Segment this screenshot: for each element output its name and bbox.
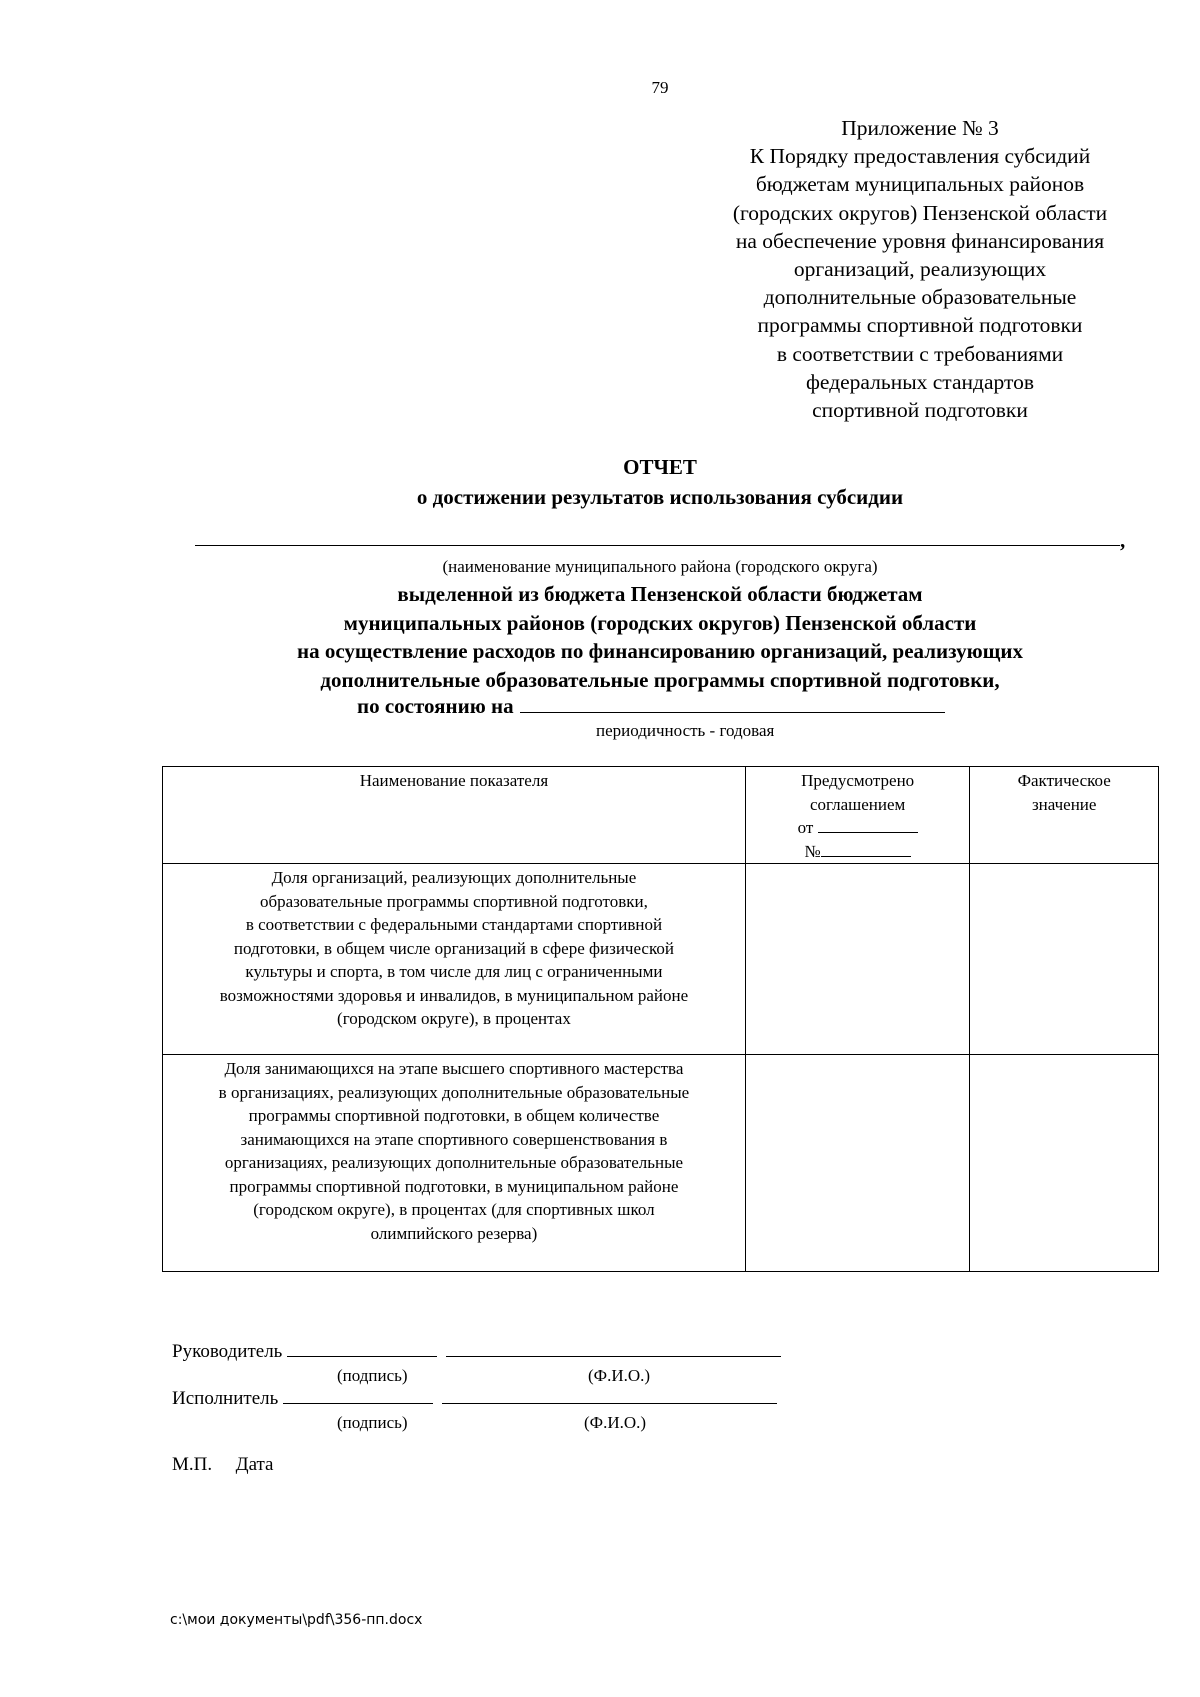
header-actual	[970, 767, 1159, 864]
footer-file-path: c:\мои документы\pdf\356-пп.docx	[170, 1612, 423, 1628]
indicator-line: в организациях, реализующих дополнительные образовательные	[218, 1082, 690, 1102]
executor-signature-blank[interactable]	[283, 1402, 433, 1404]
head-signature-line	[172, 1341, 781, 1363]
executor-signature-caption: (подпись)	[337, 1413, 408, 1432]
head-name-caption: (Ф.И.О.)	[588, 1366, 651, 1385]
stamp-label: М.П.	[172, 1454, 213, 1475]
indicator-line: подготовки, в общем числе организаций в сфере физической	[233, 938, 674, 958]
appendix-line: в соответствии с требованиями	[776, 341, 1064, 366]
head-name-blank[interactable]	[446, 1355, 781, 1357]
subsidy-line: муниципальных районов (городских округов) Пензенской области	[343, 610, 977, 635]
report-title: ОТЧЕТ	[623, 455, 697, 479]
appendix-header	[700, 114, 1140, 424]
page-number: 79	[651, 78, 669, 97]
head-signature-blank[interactable]	[287, 1355, 437, 1357]
header-indicator-label: Наименование показателя	[359, 771, 549, 790]
subsidy-description	[0, 580, 1200, 694]
indicator-line: олимпийского резерва)	[370, 1223, 538, 1243]
indicator-line: организациях, реализующих дополнительные образовательные	[224, 1153, 684, 1172]
district-caption: (наименование муниципального района (городского округа)	[442, 557, 878, 576]
indicator-line: образовательные программы спортивной подготовки,	[259, 891, 648, 911]
district-name-comma: ,	[1120, 528, 1126, 552]
header-actual-line: Фактическое	[1017, 771, 1111, 790]
header-planned-from	[752, 816, 964, 840]
table-header-row	[163, 767, 1159, 864]
planned-value-cell[interactable]	[745, 1055, 970, 1272]
report-subtitle: о достижении результатов использования субсидии	[416, 485, 904, 509]
executor-name-caption: (Ф.И.О.)	[584, 1413, 647, 1432]
header-planned-from-label: от	[797, 818, 814, 837]
appendix-line: федеральных стандартов	[806, 369, 1034, 394]
indicator-line: (городском округе), в процентах	[337, 1009, 571, 1028]
head-signature-caption: (подпись)	[337, 1366, 408, 1385]
report-date-line	[357, 694, 945, 719]
appendix-line: бюджетам муниципальных районов	[755, 172, 1085, 197]
header-planned-no-label: №	[804, 841, 821, 861]
indicator-cell	[163, 864, 746, 1055]
stamp-date-line	[172, 1454, 274, 1476]
appendix-line: (городских округов) Пензенской области	[732, 200, 1108, 225]
indicator-line: возможностями здоровья и инвалидов, в муниципальном районе	[219, 985, 689, 1005]
subsidy-line: на осуществление расходов по финансированию организаций, реализующих	[297, 639, 1023, 663]
executor-name-blank[interactable]	[442, 1402, 777, 1404]
head-label: Руководитель	[172, 1341, 283, 1362]
actual-value-cell[interactable]	[970, 864, 1159, 1055]
indicator-line: Доля занимающихся на этапе высшего спортивного мастерства	[224, 1059, 684, 1078]
indicator-line: Доля организаций, реализующих дополнительные	[271, 868, 637, 887]
header-indicator	[163, 767, 746, 864]
appendix-line: дополнительные образовательные	[763, 285, 1077, 310]
subsidy-line: дополнительные образовательные программы спортивной подготовки,	[320, 667, 1000, 692]
report-date-blank[interactable]	[520, 711, 945, 713]
indicator-line: культуры и спорта, в том числе для лиц с ограниченными	[245, 962, 663, 981]
indicator-line: в соответствии с федеральными стандартами спортивной	[245, 915, 663, 934]
header-actual-line: значение	[1031, 794, 1097, 814]
planned-value-cell[interactable]	[745, 864, 970, 1055]
subsidy-line: выделенной из бюджета Пензенской области бюджетам	[397, 582, 923, 606]
table-row	[163, 1055, 1159, 1272]
header-planned-line: соглашением	[809, 794, 906, 814]
header-planned-no	[752, 840, 964, 864]
executor-signature-line	[172, 1388, 777, 1410]
appendix-line: на обеспечение уровня финансирования	[735, 228, 1105, 253]
appendix-line: программы спортивной подготовки	[757, 313, 1083, 338]
indicator-line: занимающихся на этапе спортивного совершенствования в	[240, 1129, 668, 1149]
date-label: Дата	[235, 1454, 274, 1475]
actual-value-cell[interactable]	[970, 1055, 1159, 1272]
appendix-line: спортивной подготовки	[812, 398, 1028, 423]
header-planned	[745, 767, 970, 864]
appendix-line: Приложение № 3	[841, 116, 999, 140]
agreement-date-blank[interactable]	[818, 831, 918, 833]
report-date-label: по состоянию на	[357, 694, 514, 718]
indicator-line: программы спортивной подготовки, в общем количестве	[248, 1106, 660, 1125]
executor-label: Исполнитель	[172, 1388, 279, 1409]
table-row	[163, 864, 1159, 1055]
appendix-line: организаций, реализующих	[793, 257, 1047, 282]
indicator-line: программы спортивной подготовки, в муниципальном районе	[229, 1176, 679, 1196]
district-name-blank[interactable]	[195, 545, 1120, 546]
agreement-number-blank[interactable]	[821, 855, 911, 857]
periodicity: периодичность - годовая	[596, 721, 775, 740]
appendix-line: К Порядку предоставления субсидий	[749, 144, 1091, 169]
indicator-cell	[163, 1055, 746, 1272]
indicator-line: (городском округе), в процентах (для спортивных школ	[253, 1200, 655, 1219]
indicators-table	[162, 766, 1159, 1272]
report-title-block	[0, 452, 1200, 512]
header-planned-line: Предусмотрено	[801, 771, 915, 790]
